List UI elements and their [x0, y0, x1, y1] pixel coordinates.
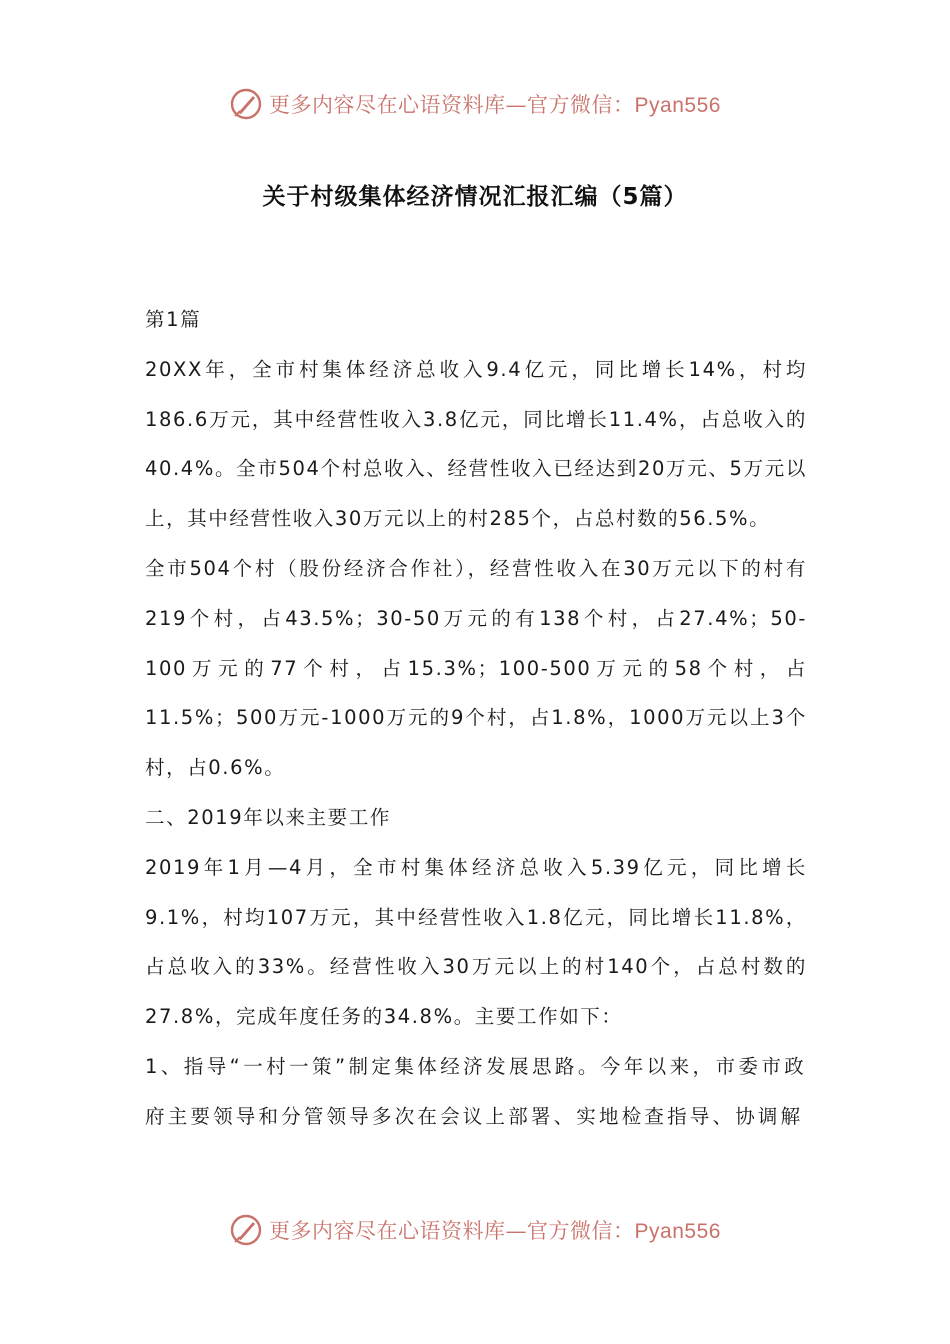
paragraph: 全市504个村（股份经济合作社），经营性收入在30万元以下的村有219个村，占43.5%；30-50万元的有138个村，占27.4%；50-100万元的77个村，占15.3%；100-500万元的58个村，占11.5%；500万元-1000万元的9个村，占1.8%，1000万元以上3个村，占0.6%。 [145, 556, 807, 780]
paragraph: 1、指导“一村一策”制定集体经济发展思路。今年以来，市委市政府主要领导和分管领导多次在会议上部署、实地检查指导、协调解 [145, 1054, 807, 1128]
watermark-text: 更多内容尽在心语资料库—官方微信：Pyan556 [269, 1219, 721, 1243]
section-heading: 第1篇 [145, 308, 202, 331]
document-body [145, 295, 807, 1142]
wechat-id: Pyan556 [634, 1220, 721, 1243]
paragraph: 2019年1月—4月，全市村集体经济总收入5.39亿元，同比增长9.1%，村均107万元，其中经营性收入1.8亿元，同比增长11.8%，占总收入的33%。经营性收入30万元以上的村140个，占总村数的27.8%，完成年度任务的34.8%。主要工作如下： [145, 855, 807, 1029]
paragraph: 20XX年，全市村集体经济总收入9.4亿元，同比增长14%，村均186.6万元，其中经营性收入3.8亿元，同比增长11.4%，占总收入的40.4%。全市504个村总收入、经营性收入已经达到20万元、5万元以上，其中经营性收入30万元以上的村285个，占总村数的56.5%。 [145, 357, 807, 531]
document-title: 关于村级集体经济情况汇报汇编（5篇） [262, 184, 688, 210]
quill-logo-icon [229, 87, 263, 121]
header-watermark-banner [0, 84, 950, 124]
watermark-text: 更多内容尽在心语资料库—官方微信：Pyan556 [269, 93, 721, 117]
section-heading: 二、2019年以来主要工作 [145, 805, 391, 829]
quill-logo-icon [229, 1213, 263, 1247]
footer-watermark-banner [0, 1210, 950, 1250]
wechat-id: Pyan556 [634, 94, 721, 117]
